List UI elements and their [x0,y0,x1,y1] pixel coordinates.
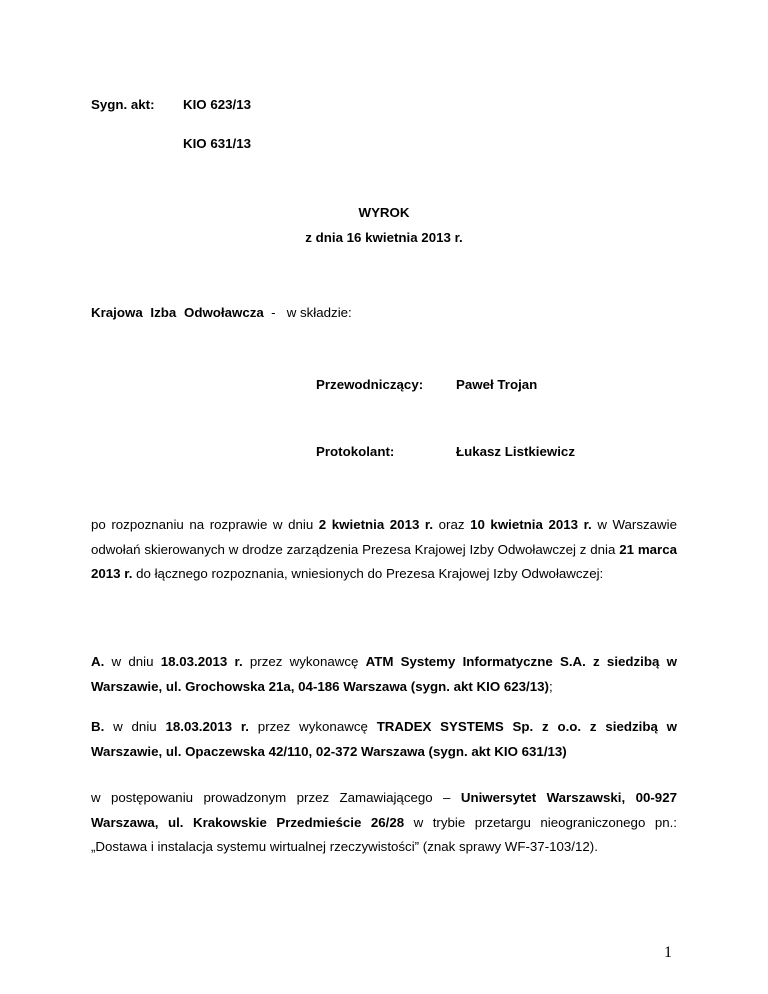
appellant: ATM Systemy Informatyczne S.A. z siedzibą w Warszawie, ul. Grochowska 21a, 04-186 Warszawa (sygn. akt KIO 623/13) [91,654,677,694]
hearing-date: 2 kwietnia 2013 r. [318,517,434,532]
appeal-b: B. w dniu 18.03.2013 r. przez wykonawcę TRADEX SYSTEMS Sp. z o.o. z siedzibą w Warszawie, ul. Opaczewska 42/110, 02-372 Warszawa (sygn. akt KIO 631/13) [91,719,677,759]
appeal-date: 18.03.2013 r. [160,654,243,669]
appeal-a: A. w dniu 18.03.2013 r. przez wykonawcę ATM Systemy Informatyczne S.A. z siedzibą w Warszawie, ul. Grochowska 21a, 04-186 Warszawa (sygn. akt KIO 623/13); [91,654,677,694]
order-date: 21 marca 2013 r. [91,541,677,581]
case-number: KIO 623/13 [183,97,252,112]
case-signature-label: Sygn. akt: [91,97,155,112]
chamber-line [91,305,352,320]
chamber-name: Krajowa Izba Odwoławcza [91,305,264,320]
clerk-name: Łukasz Listkiewicz [456,444,575,459]
contracting-authority: Uniwersytet Warszawski, 00-927 Warszawa, ul. Krakowskie Przedmieście 26/28 [91,790,677,830]
hearing-date: 10 kwietnia 2013 r. [470,517,592,532]
chair-label: Przewodniczący: [316,377,424,392]
chamber-rest: w składzie: [286,305,352,320]
appeal-letter: A. [91,654,105,669]
intro-paragraph: po rozpoznaniu na rozprawie w dniu 2 kwietnia 2013 r. oraz 10 kwietnia 2013 r. w Warszawie odwołań skierowanych w drodze zarządzenia Prezesa Krajowej Izby Odwoławczej z dnia 21 marca 2013 r. do łącznego rozpoznania, wniesionych do Prezesa Krajowej Izby Odwoławczej: [91,517,678,581]
page-number: 1 [664,944,672,961]
document-title: WYROK [358,205,410,220]
appellant: TRADEX SYSTEMS Sp. z o.o. z siedzibą w Warszawie, ul. Opaczewska 42/110, 02-372 Warszawa (sygn. akt KIO 631/13) [91,719,677,759]
appeal-letter: B. [91,719,105,734]
clerk-label: Protokolant: [316,444,395,459]
procedure-paragraph: w postępowaniu prowadzonym przez Zamawiającego – Uniwersytet Warszawski, 00-927 Warszawa, ul. Krakowskie Przedmieście 26/28 w trybie przetargu nieograniczonego pn.: „Dostawa i instalacja systemu wirtualnej rzeczywistości” (znak sprawy WF-37-103/12). [91,790,678,854]
case-number: KIO 631/13 [183,136,252,151]
chamber-dash: - [271,305,276,320]
chair-name: Paweł Trojan [456,377,538,392]
appeal-date: 18.03.2013 r. [165,719,249,734]
document-date: z dnia 16 kwietnia 2013 r. [305,230,463,245]
